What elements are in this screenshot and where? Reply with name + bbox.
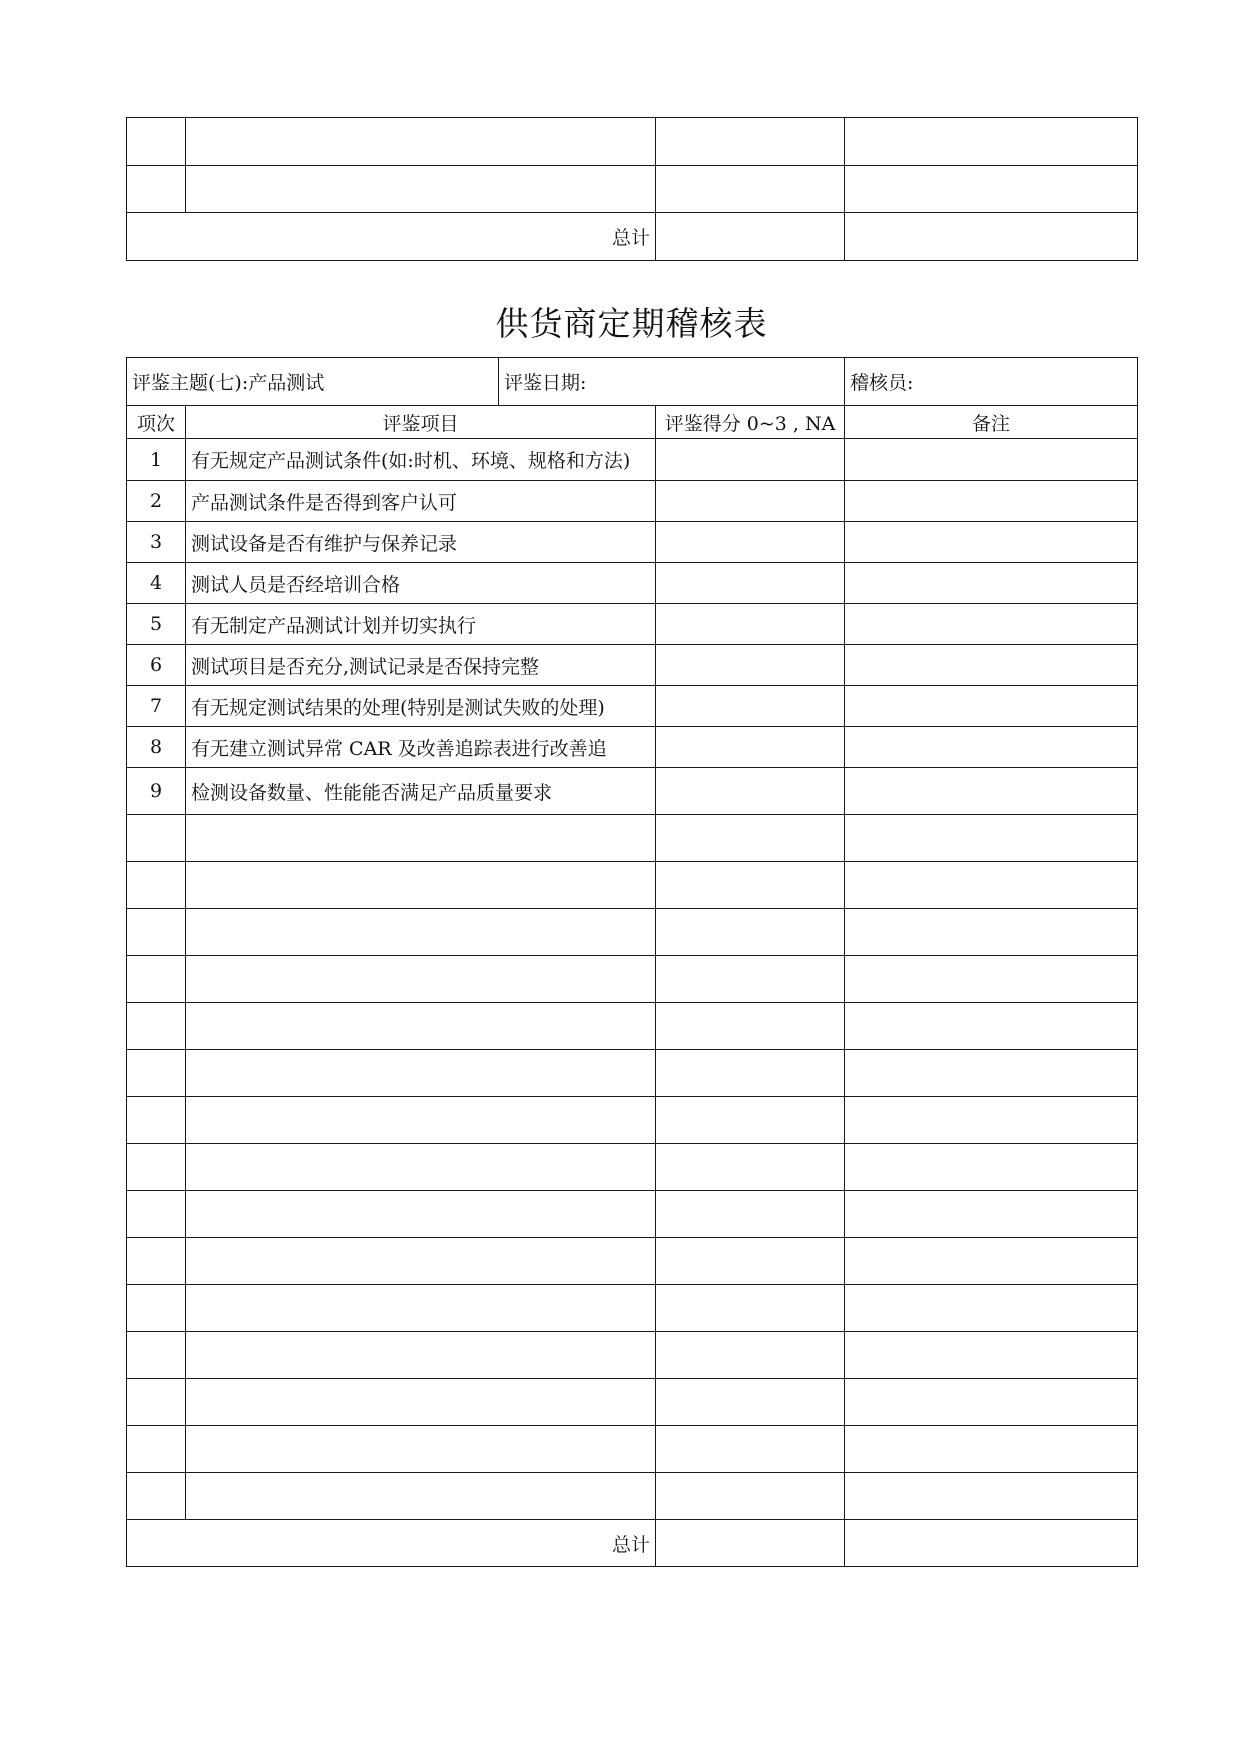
item-text-cell[interactable] bbox=[186, 956, 656, 1003]
score-cell[interactable] bbox=[656, 1285, 845, 1332]
score-cell[interactable] bbox=[656, 118, 845, 166]
item-number-cell: 6 bbox=[127, 645, 186, 686]
info-row bbox=[127, 358, 1138, 406]
remark-cell[interactable] bbox=[845, 1050, 1138, 1097]
score-cell[interactable] bbox=[656, 1191, 845, 1238]
score-cell[interactable] bbox=[656, 815, 845, 862]
table-row bbox=[127, 768, 1138, 815]
score-cell[interactable] bbox=[656, 1144, 845, 1191]
table-row bbox=[127, 1238, 1138, 1285]
item-number-cell[interactable] bbox=[127, 1003, 186, 1050]
score-cell[interactable] bbox=[656, 481, 845, 522]
remark-cell[interactable] bbox=[845, 1285, 1138, 1332]
table-row bbox=[127, 1379, 1138, 1426]
audit-table bbox=[126, 357, 1138, 1567]
item-number-cell: 1 bbox=[127, 439, 186, 481]
remark-cell[interactable] bbox=[845, 604, 1138, 645]
item-text-cell[interactable] bbox=[186, 862, 656, 909]
remark-cell[interactable] bbox=[845, 1332, 1138, 1379]
table-row bbox=[127, 645, 1138, 686]
table-row bbox=[127, 1144, 1138, 1191]
item-text-cell: 测试项目是否充分,测试记录是否保持完整 bbox=[186, 645, 656, 686]
score-cell[interactable] bbox=[656, 1426, 845, 1473]
item-number-cell: 4 bbox=[127, 563, 186, 604]
score-cell[interactable] bbox=[656, 909, 845, 956]
header-item: 评鉴项目 bbox=[186, 406, 656, 439]
total-score-cell[interactable] bbox=[656, 1520, 845, 1567]
score-cell[interactable] bbox=[656, 166, 845, 213]
remark-cell[interactable] bbox=[845, 1003, 1138, 1050]
topic-cell: 评鉴主题(七):产品测试 bbox=[127, 358, 499, 406]
header-row bbox=[127, 406, 1138, 439]
item-number-cell[interactable] bbox=[127, 1473, 186, 1520]
item-text-cell: 检测设备数量、性能能否满足产品质量要求 bbox=[186, 768, 656, 815]
item-text-cell[interactable] bbox=[186, 1144, 656, 1191]
item-text-cell: 产品测试条件是否得到客户认可 bbox=[186, 481, 656, 522]
table-row bbox=[127, 1426, 1138, 1473]
item-number-cell[interactable] bbox=[127, 1426, 186, 1473]
item-number-cell: 3 bbox=[127, 522, 186, 563]
item-text-cell[interactable] bbox=[186, 1097, 656, 1144]
item-number-cell[interactable] bbox=[127, 166, 186, 213]
previous-section-table bbox=[126, 117, 1138, 261]
remark-cell[interactable] bbox=[845, 862, 1138, 909]
item-text-cell[interactable] bbox=[186, 118, 656, 166]
remark-cell[interactable] bbox=[845, 645, 1138, 686]
remark-cell[interactable] bbox=[845, 686, 1138, 727]
score-cell[interactable] bbox=[656, 522, 845, 563]
score-cell[interactable] bbox=[656, 645, 845, 686]
item-number-cell[interactable] bbox=[127, 1332, 186, 1379]
item-number-cell[interactable] bbox=[127, 909, 186, 956]
remark-cell[interactable] bbox=[845, 727, 1138, 768]
score-cell[interactable] bbox=[656, 1332, 845, 1379]
score-cell[interactable] bbox=[656, 686, 845, 727]
table-row bbox=[127, 909, 1138, 956]
table-row bbox=[127, 118, 1138, 166]
item-number-cell: 7 bbox=[127, 686, 186, 727]
score-cell[interactable] bbox=[656, 1003, 845, 1050]
total-label: 总计 bbox=[127, 213, 656, 261]
item-text-cell[interactable] bbox=[186, 815, 656, 862]
item-text-cell[interactable] bbox=[186, 166, 656, 213]
table-row bbox=[127, 1332, 1138, 1379]
remark-cell[interactable] bbox=[845, 768, 1138, 815]
item-text-cell: 测试设备是否有维护与保养记录 bbox=[186, 522, 656, 563]
remark-cell[interactable] bbox=[845, 1426, 1138, 1473]
remark-cell[interactable] bbox=[845, 118, 1138, 166]
score-cell[interactable] bbox=[656, 768, 845, 815]
table-row bbox=[127, 686, 1138, 727]
score-cell[interactable] bbox=[656, 1097, 845, 1144]
table-row bbox=[127, 522, 1138, 563]
remark-cell[interactable] bbox=[845, 1097, 1138, 1144]
item-number-cell[interactable] bbox=[127, 1379, 186, 1426]
total-remark-cell[interactable] bbox=[845, 213, 1138, 261]
remark-cell[interactable] bbox=[845, 1473, 1138, 1520]
score-cell[interactable] bbox=[656, 1379, 845, 1426]
item-number-cell: 2 bbox=[127, 481, 186, 522]
item-number-cell[interactable] bbox=[127, 1191, 186, 1238]
item-number-cell: 9 bbox=[127, 768, 186, 815]
table-row bbox=[127, 862, 1138, 909]
item-text-cell[interactable] bbox=[186, 1332, 656, 1379]
table-row bbox=[127, 956, 1138, 1003]
table-row bbox=[127, 1191, 1138, 1238]
table-row bbox=[127, 166, 1138, 213]
total-remark-cell[interactable] bbox=[845, 1520, 1138, 1567]
header-score: 评鉴得分 0~3 , NA bbox=[656, 406, 845, 439]
table-row bbox=[127, 815, 1138, 862]
item-text-cell: 有无规定产品测试条件(如:时机、环境、规格和方法) bbox=[186, 439, 656, 481]
item-number-cell[interactable] bbox=[127, 1285, 186, 1332]
header-remark: 备注 bbox=[845, 406, 1138, 439]
remark-cell[interactable] bbox=[845, 1379, 1138, 1426]
item-number-cell[interactable] bbox=[127, 1097, 186, 1144]
item-text-cell: 有无规定测试结果的处理(特别是测试失败的处理) bbox=[186, 686, 656, 727]
score-cell[interactable] bbox=[656, 1473, 845, 1520]
item-text-cell[interactable] bbox=[186, 909, 656, 956]
item-number-cell[interactable] bbox=[127, 118, 186, 166]
item-number-cell[interactable] bbox=[127, 815, 186, 862]
remark-cell[interactable] bbox=[845, 439, 1138, 481]
remark-cell[interactable] bbox=[845, 815, 1138, 862]
item-number-cell[interactable] bbox=[127, 1238, 186, 1285]
item-text-cell: 有无建立测试异常 CAR 及改善追踪表进行改善追 bbox=[186, 727, 656, 768]
item-text-cell[interactable] bbox=[186, 1426, 656, 1473]
item-number-cell: 5 bbox=[127, 604, 186, 645]
form-title: 供货商定期稽核表 bbox=[495, 304, 768, 343]
remark-cell[interactable] bbox=[845, 1144, 1138, 1191]
table-row bbox=[127, 1473, 1138, 1520]
score-cell[interactable] bbox=[656, 439, 845, 481]
item-text-cell[interactable] bbox=[186, 1379, 656, 1426]
item-text-cell[interactable] bbox=[186, 1003, 656, 1050]
total-row bbox=[127, 1520, 1138, 1567]
item-number-cell[interactable] bbox=[127, 956, 186, 1003]
total-score-cell[interactable] bbox=[656, 213, 845, 261]
remark-cell[interactable] bbox=[845, 909, 1138, 956]
item-text-cell[interactable] bbox=[186, 1050, 656, 1097]
table-row bbox=[127, 604, 1138, 645]
item-number-cell[interactable] bbox=[127, 862, 186, 909]
score-cell[interactable] bbox=[656, 1238, 845, 1285]
table-row bbox=[127, 1285, 1138, 1332]
table-row bbox=[127, 1097, 1138, 1144]
remark-cell[interactable] bbox=[845, 956, 1138, 1003]
table-row bbox=[127, 1003, 1138, 1050]
item-number-cell[interactable] bbox=[127, 1144, 186, 1191]
table-row bbox=[127, 563, 1138, 604]
total-row bbox=[127, 213, 1138, 261]
score-cell[interactable] bbox=[656, 956, 845, 1003]
score-cell[interactable] bbox=[656, 862, 845, 909]
table-row bbox=[127, 727, 1138, 768]
date-cell[interactable]: 评鉴日期: bbox=[499, 358, 845, 406]
score-cell[interactable] bbox=[656, 1050, 845, 1097]
remark-cell[interactable] bbox=[845, 1238, 1138, 1285]
remark-cell[interactable] bbox=[845, 522, 1138, 563]
table-row bbox=[127, 1050, 1138, 1097]
score-cell[interactable] bbox=[656, 604, 845, 645]
item-text-cell[interactable] bbox=[186, 1473, 656, 1520]
item-number-cell: 8 bbox=[127, 727, 186, 768]
auditor-cell[interactable]: 稽核员: bbox=[845, 358, 1138, 406]
item-text-cell: 测试人员是否经培训合格 bbox=[186, 563, 656, 604]
item-text-cell[interactable] bbox=[186, 1285, 656, 1332]
score-cell[interactable] bbox=[656, 727, 845, 768]
table-row bbox=[127, 481, 1138, 522]
score-cell[interactable] bbox=[656, 563, 845, 604]
item-text-cell[interactable] bbox=[186, 1191, 656, 1238]
total-label: 总计 bbox=[127, 1520, 656, 1567]
table-row bbox=[127, 439, 1138, 481]
remark-cell[interactable] bbox=[845, 481, 1138, 522]
remark-cell[interactable] bbox=[845, 1191, 1138, 1238]
item-text-cell[interactable] bbox=[186, 1238, 656, 1285]
item-number-cell[interactable] bbox=[127, 1050, 186, 1097]
header-no: 项次 bbox=[127, 406, 186, 439]
remark-cell[interactable] bbox=[845, 563, 1138, 604]
remark-cell[interactable] bbox=[845, 166, 1138, 213]
item-text-cell: 有无制定产品测试计划并切实执行 bbox=[186, 604, 656, 645]
